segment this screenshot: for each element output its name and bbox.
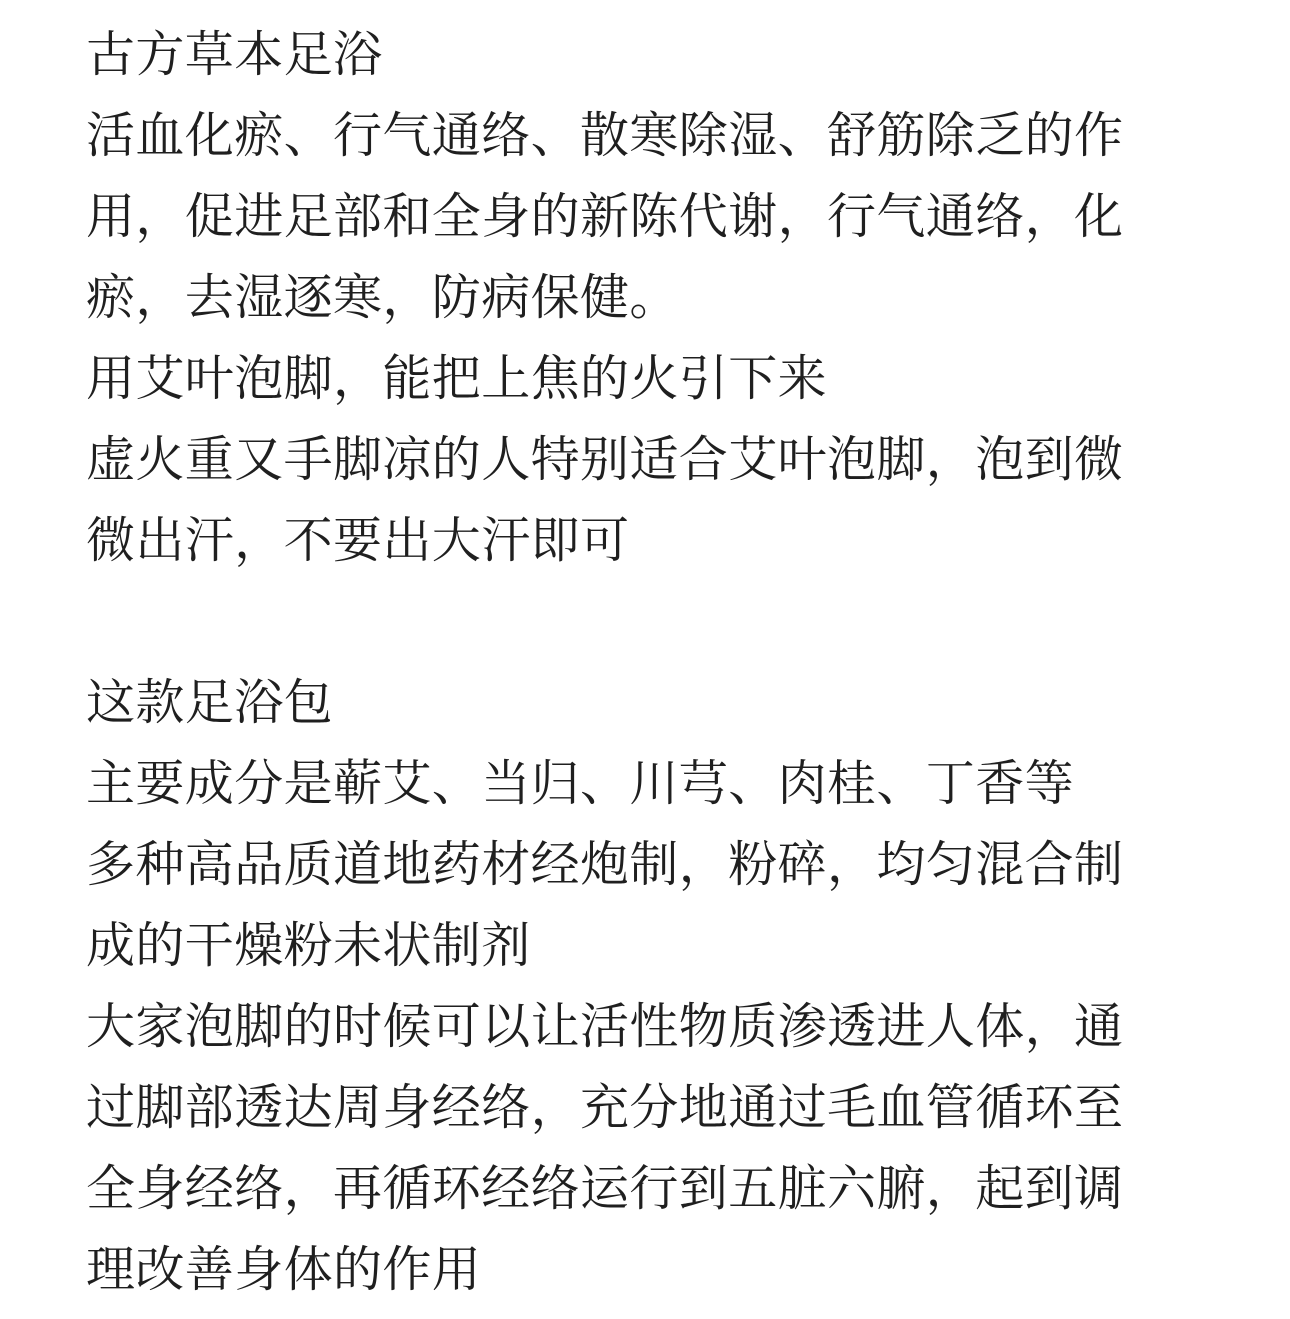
post-text-line: 全身经络，再循环经络运行到五脏六腑，起到调: [86, 1160, 1124, 1217]
post-body: [86, 14, 1186, 1310]
post-text-line: 用，促进足部和全身的新陈代谢，行气通络，化: [86, 188, 1124, 245]
paragraph-gap: [86, 581, 1186, 662]
post-text-line: 多种高品质道地药材经炮制，粉碎，均匀混合制: [86, 836, 1124, 893]
post-text-line: 用艾叶泡脚，能把上焦的火引下来: [86, 350, 828, 407]
post-text-line: 理改善身体的作用: [86, 1241, 482, 1298]
post-text-line: 瘀，去湿逐寒，防病保健。: [86, 269, 679, 326]
post-text-line: 大家泡脚的时候可以让活性物质渗透进人体，通: [86, 998, 1124, 1055]
post-text-line: 成的干燥粉未状制剂: [86, 917, 531, 974]
post-text-line: 主要成分是蕲艾、当归、川芎、肉桂、丁香等: [86, 755, 1075, 812]
post-text-line: 过脚部透达周身经络，充分地通过毛血管循环至: [86, 1079, 1124, 1136]
post-text-line: 虚火重又手脚凉的人特别适合艾叶泡脚，泡到微: [86, 431, 1124, 488]
post-text-line: 微出汗，不要出大汗即可: [86, 512, 630, 569]
post-title-line: 古方草本足浴: [86, 26, 383, 83]
post-text-line: 活血化瘀、行气通络、散寒除湿、舒筋除乏的作: [86, 107, 1124, 164]
post-text-line: 这款足浴包: [86, 674, 334, 731]
